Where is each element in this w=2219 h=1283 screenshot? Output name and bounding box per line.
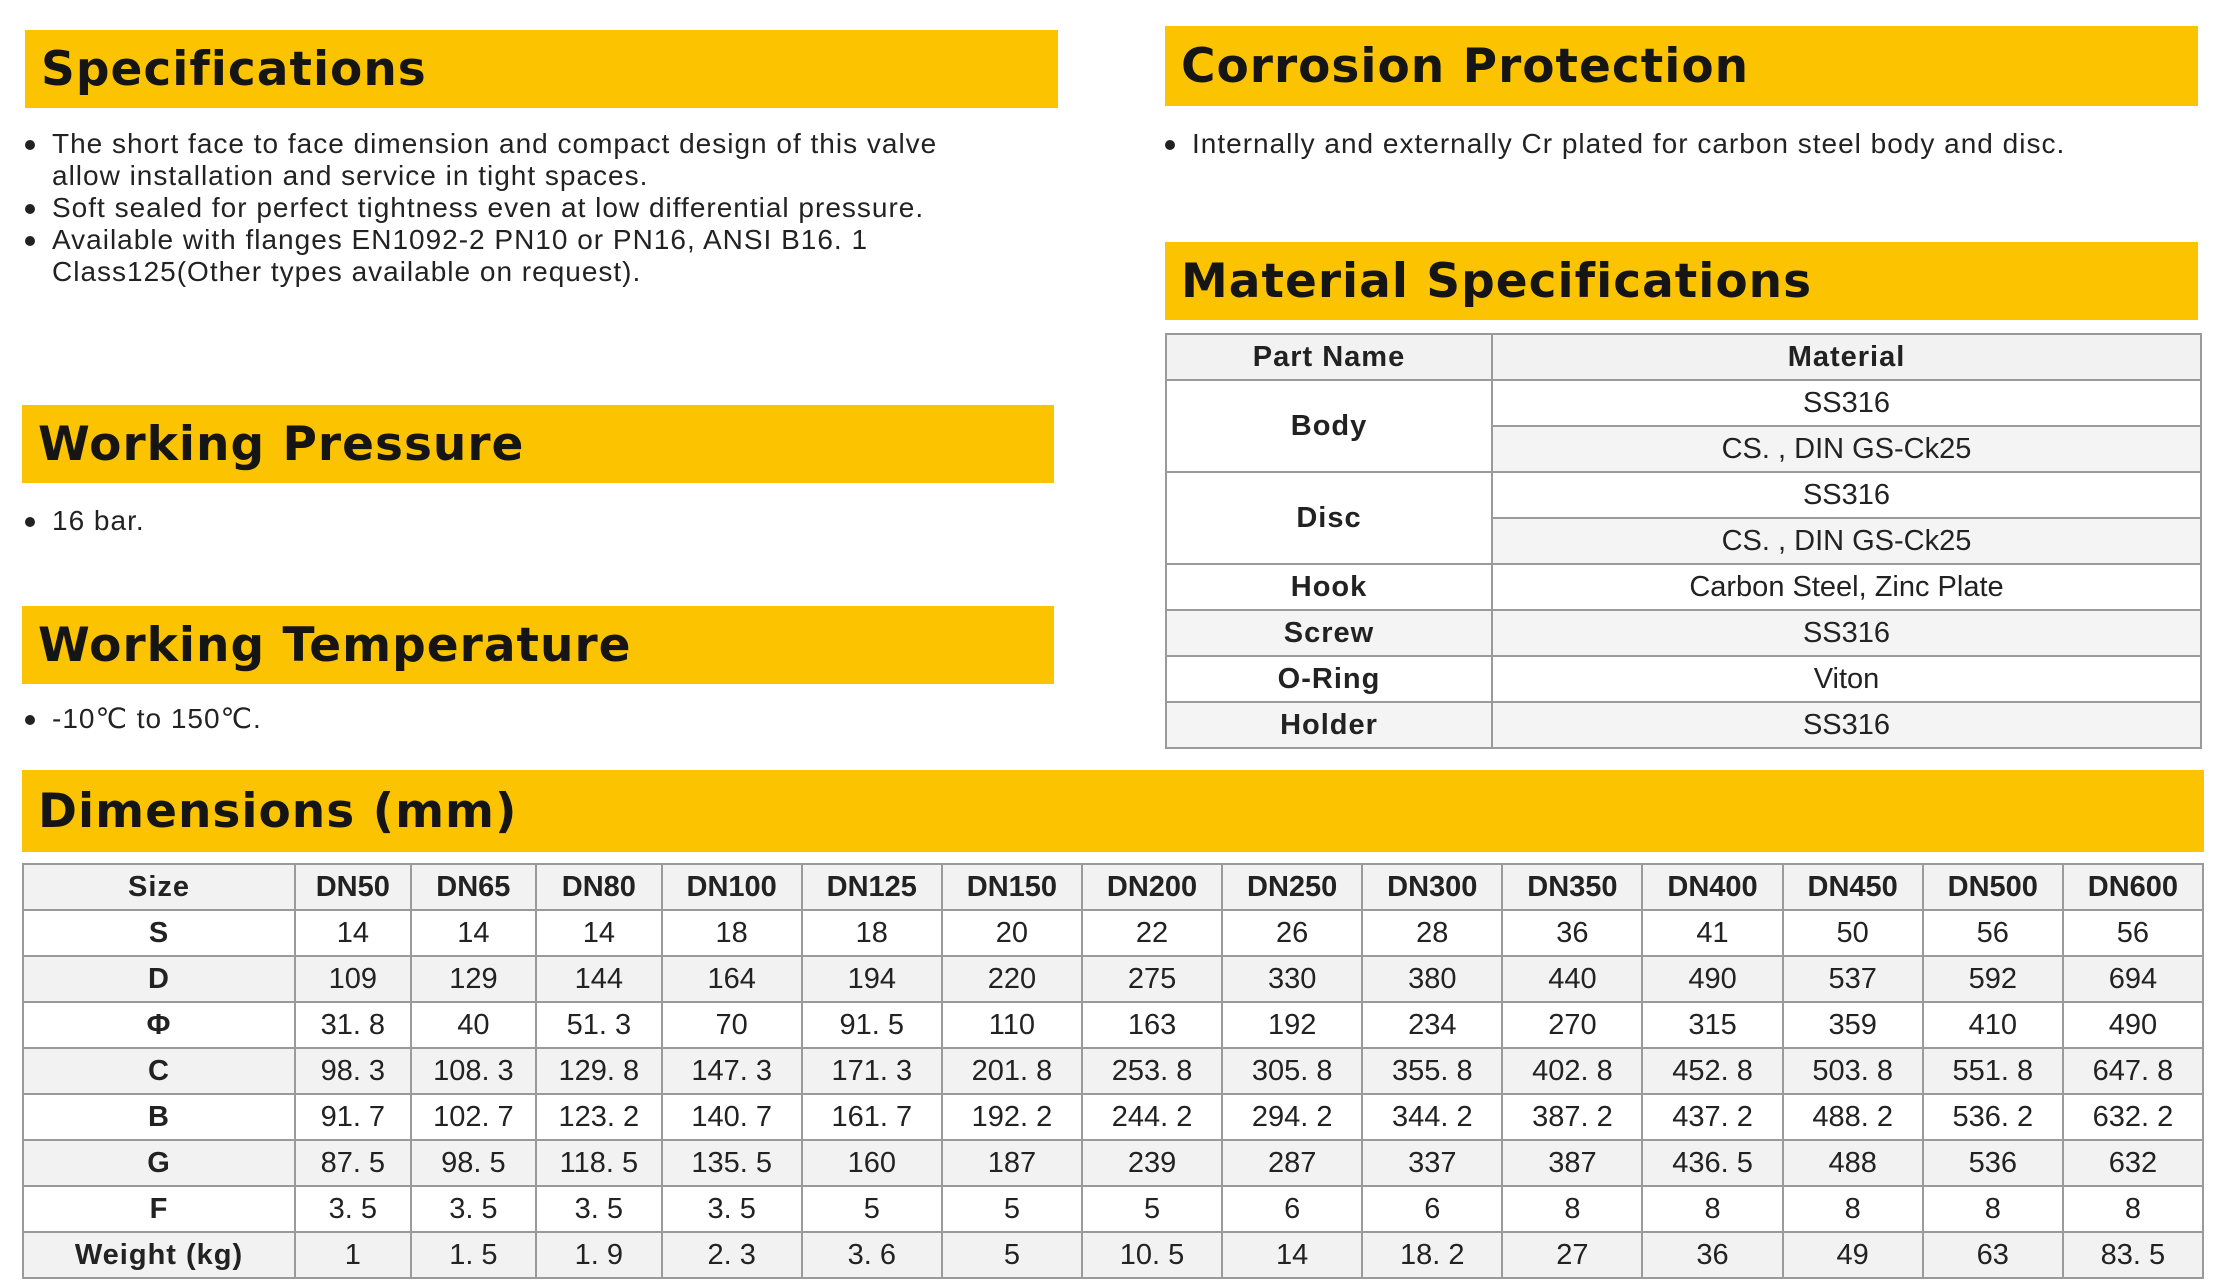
material-cell: CS. , DIN GS-Ck25 [1492,426,2201,472]
value-cell: 27 [1502,1232,1642,1278]
dimensions-heading [22,770,2204,852]
value-cell: 5 [942,1186,1082,1232]
header-material: Material [1492,334,2201,380]
value-cell: 18. 2 [1362,1232,1502,1278]
value-cell: 5 [1082,1186,1222,1232]
value-cell: 1. 5 [411,1232,536,1278]
value-cell: 488 [1783,1140,1923,1186]
table-row [23,1048,2203,1094]
value-cell: 305. 8 [1222,1048,1362,1094]
row-label-cell: Weight (kg) [23,1232,295,1278]
header-part-name: Part Name [1166,334,1492,380]
value-cell: 5 [942,1232,1082,1278]
value-cell: 452. 8 [1642,1048,1782,1094]
value-cell: 503. 8 [1783,1048,1923,1094]
value-cell: 63 [1923,1232,2063,1278]
material-cell: SS316 [1492,380,2201,426]
material-specifications-heading [1165,242,2198,320]
table-row [1166,334,2201,380]
working-temperature-heading [22,606,1054,684]
size-header-cell: Size [23,864,295,910]
value-cell: 147. 3 [662,1048,802,1094]
value-cell: 537 [1783,956,1923,1002]
value-cell: 140. 7 [662,1094,802,1140]
part-cell: O-Ring [1166,656,1492,702]
value-cell: 551. 8 [1923,1048,2063,1094]
material-cell: SS316 [1492,472,2201,518]
value-cell: 36 [1502,910,1642,956]
value-cell: 56 [2063,910,2203,956]
row-label-cell: B [23,1094,295,1140]
value-cell: 14 [536,910,661,956]
dimensions-table [22,863,2204,1279]
size-column-header: DN65 [411,864,536,910]
value-cell: 10. 5 [1082,1232,1222,1278]
value-cell: 8 [1783,1186,1923,1232]
part-cell: Body [1166,380,1492,472]
value-cell: 14 [411,910,536,956]
value-cell: 129 [411,956,536,1002]
value-cell: 330 [1222,956,1362,1002]
value-cell: 91. 5 [802,1002,942,1048]
size-column-header: DN50 [295,864,411,910]
size-column-header: DN350 [1502,864,1642,910]
size-column-header: DN600 [2063,864,2203,910]
value-cell: 239 [1082,1140,1222,1186]
value-cell: 40 [411,1002,536,1048]
part-cell: Screw [1166,610,1492,656]
value-cell: 28 [1362,910,1502,956]
value-cell: 387. 2 [1502,1094,1642,1140]
value-cell: 253. 8 [1082,1048,1222,1094]
material-cell: CS. , DIN GS-Ck25 [1492,518,2201,564]
value-cell: 31. 8 [295,1002,411,1048]
value-cell: 201. 8 [942,1048,1082,1094]
working-pressure-heading [22,405,1054,483]
corrosion-list [1162,128,2065,160]
part-cell: Holder [1166,702,1492,748]
table-row [23,1232,2203,1278]
material-table [1165,333,2202,749]
size-column-header: DN450 [1783,864,1923,910]
row-label-cell: G [23,1140,295,1186]
value-cell: 70 [662,1002,802,1048]
value-cell: 8 [1642,1186,1782,1232]
table-row [23,910,2203,956]
value-cell: 14 [1222,1232,1362,1278]
value-cell: 192 [1222,1002,1362,1048]
value-cell: 5 [802,1186,942,1232]
value-cell: 244. 2 [1082,1094,1222,1140]
value-cell: 632. 2 [2063,1094,2203,1140]
value-cell: 437. 2 [1642,1094,1782,1140]
table-row [1166,380,2201,426]
value-cell: 490 [1642,956,1782,1002]
value-cell: 41 [1642,910,1782,956]
value-cell: 294. 2 [1222,1094,1362,1140]
value-cell: 315 [1642,1002,1782,1048]
material-cell: SS316 [1492,702,2201,748]
value-cell: 135. 5 [662,1140,802,1186]
value-cell: 3. 5 [411,1186,536,1232]
value-cell: 6 [1222,1186,1362,1232]
value-cell: 402. 8 [1502,1048,1642,1094]
value-cell: 8 [1923,1186,2063,1232]
value-cell: 359 [1783,1002,1923,1048]
value-cell: 163 [1082,1002,1222,1048]
table-row [1166,610,2201,656]
value-cell: 118. 5 [536,1140,661,1186]
dimensions-title: Dimensions (mm) [38,783,518,839]
value-cell: 632 [2063,1140,2203,1186]
value-cell: 344. 2 [1362,1094,1502,1140]
value-cell: 3. 5 [536,1186,661,1232]
table-row [23,1002,2203,1048]
value-cell: 108. 3 [411,1048,536,1094]
size-column-header: DN100 [662,864,802,910]
value-cell: 490 [2063,1002,2203,1048]
list-item: -10℃ to 150℃. [22,703,262,735]
value-cell: 337 [1362,1140,1502,1186]
value-cell: 380 [1362,956,1502,1002]
value-cell: 18 [802,910,942,956]
row-label-cell: D [23,956,295,1002]
list-item: The short face to face dimension and compact design of this valve allow installation and service in tight spaces. [22,128,1052,192]
table-row [23,956,2203,1002]
table-row [23,1094,2203,1140]
part-cell: Hook [1166,564,1492,610]
table-row [1166,656,2201,702]
working-temperature-list [22,703,262,735]
value-cell: 160 [802,1140,942,1186]
row-label-cell: Φ [23,1002,295,1048]
material-specifications-title: Material Specifications [1181,253,1813,309]
table-row [23,1186,2203,1232]
row-label-cell: C [23,1048,295,1094]
value-cell: 98. 5 [411,1140,536,1186]
value-cell: 6 [1362,1186,1502,1232]
value-cell: 20 [942,910,1082,956]
row-label-cell: S [23,910,295,956]
size-column-header: DN200 [1082,864,1222,910]
value-cell: 234 [1362,1002,1502,1048]
row-label-cell: F [23,1186,295,1232]
value-cell: 187 [942,1140,1082,1186]
specifications-list [22,128,1052,288]
value-cell: 8 [1502,1186,1642,1232]
value-cell: 287 [1222,1140,1362,1186]
value-cell: 536. 2 [1923,1094,2063,1140]
value-cell: 2. 3 [662,1232,802,1278]
value-cell: 592 [1923,956,2063,1002]
value-cell: 694 [2063,956,2203,1002]
material-cell: Viton [1492,656,2201,702]
value-cell: 3. 5 [662,1186,802,1232]
working-pressure-title: Working Pressure [38,416,525,472]
value-cell: 194 [802,956,942,1002]
value-cell: 129. 8 [536,1048,661,1094]
table-row [1166,472,2201,518]
table-row [1166,702,2201,748]
list-item: 16 bar. [22,505,145,537]
value-cell: 270 [1502,1002,1642,1048]
value-cell: 123. 2 [536,1094,661,1140]
value-cell: 410 [1923,1002,2063,1048]
value-cell: 87. 5 [295,1140,411,1186]
value-cell: 647. 8 [2063,1048,2203,1094]
value-cell: 440 [1502,956,1642,1002]
value-cell: 144 [536,956,661,1002]
material-cell: Carbon Steel, Zinc Plate [1492,564,2201,610]
size-column-header: DN500 [1923,864,2063,910]
table-row [23,864,2203,910]
value-cell: 192. 2 [942,1094,1082,1140]
list-item: Soft sealed for perfect tightness even at low differential pressure. [22,192,1052,224]
value-cell: 83. 5 [2063,1232,2203,1278]
value-cell: 220 [942,956,1082,1002]
material-cell: SS316 [1492,610,2201,656]
value-cell: 387 [1502,1140,1642,1186]
value-cell: 50 [1783,910,1923,956]
value-cell: 109 [295,956,411,1002]
value-cell: 36 [1642,1232,1782,1278]
size-column-header: DN80 [536,864,661,910]
value-cell: 8 [2063,1186,2203,1232]
corrosion-protection-title: Corrosion Protection [1181,38,1750,94]
list-item: Available with flanges EN1092-2 PN10 or PN16, ANSI B16. 1 Class125(Other types available on request). [22,224,1052,288]
size-column-header: DN125 [802,864,942,910]
value-cell: 14 [295,910,411,956]
value-cell: 110 [942,1002,1082,1048]
value-cell: 56 [1923,910,2063,956]
value-cell: 98. 3 [295,1048,411,1094]
corrosion-protection-heading [1165,26,2198,106]
value-cell: 1 [295,1232,411,1278]
part-cell: Disc [1166,472,1492,564]
working-pressure-list [22,505,145,537]
working-temperature-title: Working Temperature [38,617,632,673]
size-column-header: DN250 [1222,864,1362,910]
value-cell: 26 [1222,910,1362,956]
value-cell: 488. 2 [1783,1094,1923,1140]
value-cell: 18 [662,910,802,956]
value-cell: 275 [1082,956,1222,1002]
value-cell: 49 [1783,1232,1923,1278]
value-cell: 1. 9 [536,1232,661,1278]
value-cell: 91. 7 [295,1094,411,1140]
value-cell: 22 [1082,910,1222,956]
value-cell: 3. 6 [802,1232,942,1278]
value-cell: 102. 7 [411,1094,536,1140]
table-row [23,1140,2203,1186]
size-column-header: DN400 [1642,864,1782,910]
specifications-title: Specifications [41,41,427,97]
value-cell: 164 [662,956,802,1002]
list-item: Internally and externally Cr plated for carbon steel body and disc. [1162,128,2065,160]
value-cell: 161. 7 [802,1094,942,1140]
value-cell: 436. 5 [1642,1140,1782,1186]
size-column-header: DN300 [1362,864,1502,910]
value-cell: 3. 5 [295,1186,411,1232]
value-cell: 536 [1923,1140,2063,1186]
value-cell: 171. 3 [802,1048,942,1094]
value-cell: 51. 3 [536,1002,661,1048]
specifications-heading [25,30,1058,108]
size-column-header: DN150 [942,864,1082,910]
value-cell: 355. 8 [1362,1048,1502,1094]
table-row [1166,564,2201,610]
